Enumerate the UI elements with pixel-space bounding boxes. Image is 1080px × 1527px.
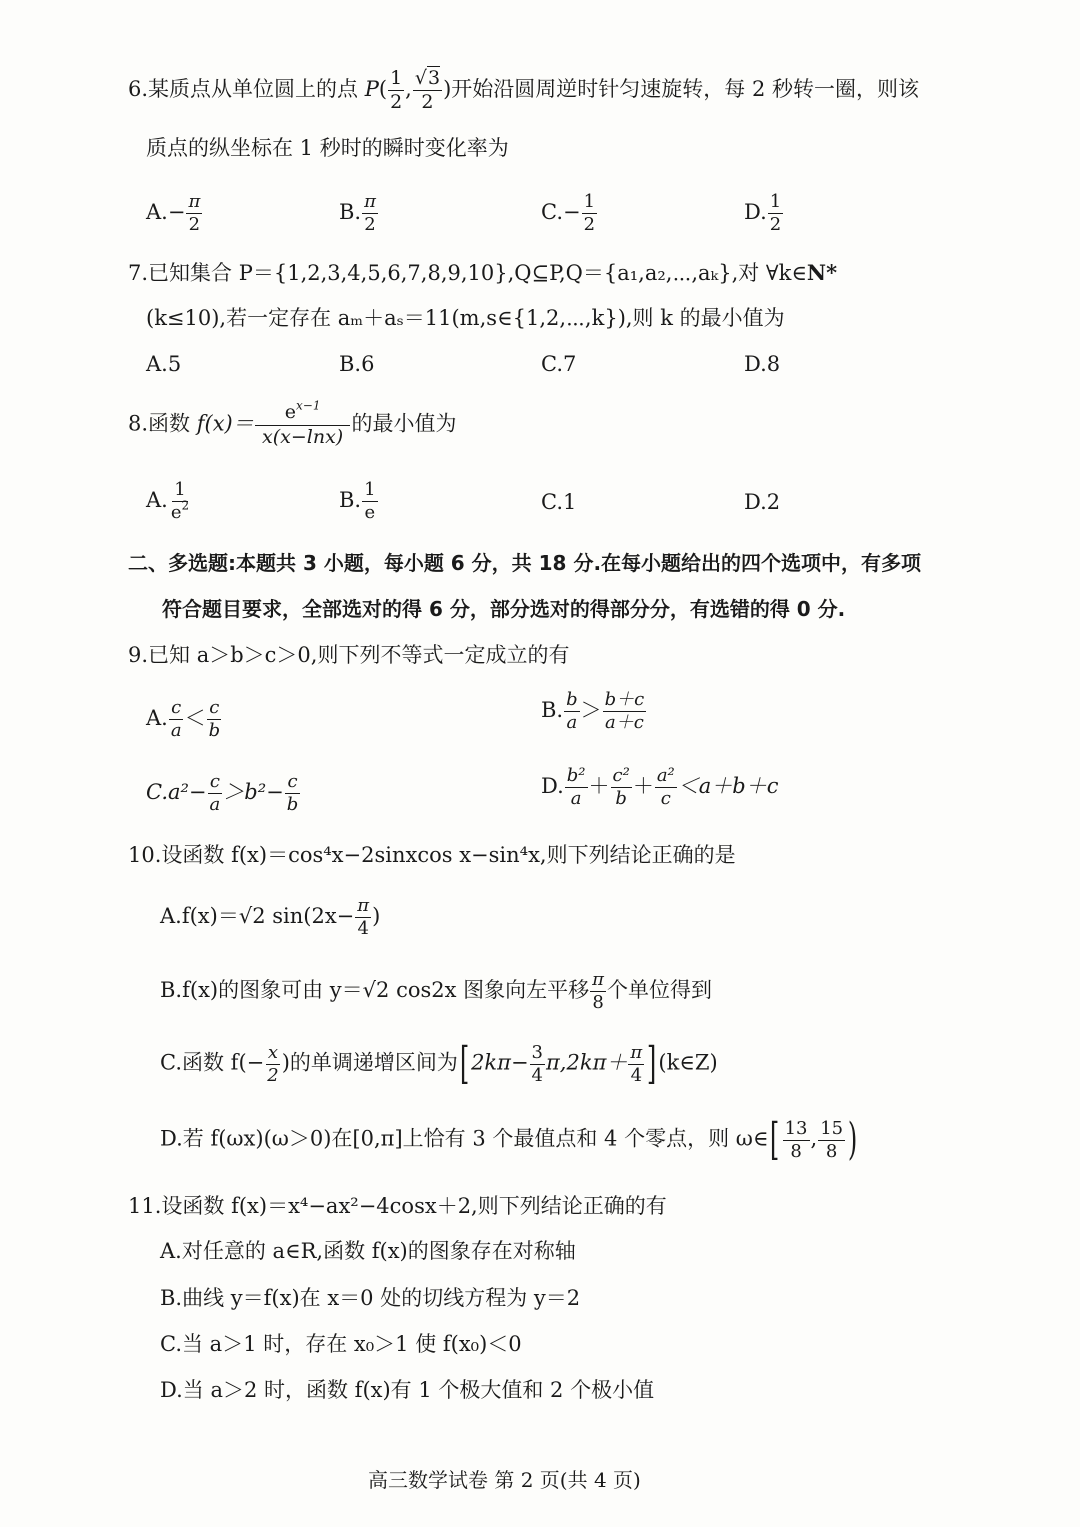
q8-option-c: C.1: [541, 490, 577, 514]
section2-instructions: 符合题目要求，全部选对的得 6 分，部分选对的得部分分，有选错的得 0 分.: [162, 597, 846, 621]
q10-stem: 10.设函数 f(x)＝cos⁴x−2sinxcos x−sin⁴x,则下列结论正确的是: [128, 843, 736, 867]
q6-point-p: P: [364, 76, 379, 101]
q10-option-d: D.若 f(ωx)(ω＞0)在[0,π]上恰有 3 个最值点和 4 个零点，则 ω∈[ $\frac{13}{8}$ , $\frac{15}{8}$ ): [160, 1114, 858, 1165]
q10-option-a: A.f(x)＝√2 sin(2x− $\frac{\pi}{4}$ ): [160, 895, 381, 939]
left-bracket: [: [459, 1038, 470, 1089]
q10-option-c: C.函数 f(− $\frac{x}{2}$ )的单调递增区间为[2kπ− $\frac{3}{4}$ π,2kπ＋ $\frac{\pi}{4}$ ](k∈Z): [160, 1038, 718, 1089]
q6-option-b: B. $\frac{\pi}{2}$: [339, 191, 376, 235]
q6-option-a-frac: $\frac{\pi}{2}$: [188, 191, 201, 235]
q6-line2: 质点的纵坐标在 1 秒时的瞬时变化率为: [146, 136, 509, 160]
q11-stem: 11.设函数 f(x)＝x⁴−ax²−4cosx＋2,则下列结论正确的有: [128, 1194, 667, 1218]
q7-option-d: D.8: [744, 352, 781, 376]
q7-line2: (k≤10),若一定存在 aₘ＋aₛ＝11(m,s∈{1,2,⋯,k}),则 k 的最小值为: [146, 306, 785, 330]
q9-stem: 9.已知 a＞b＞c＞0,则下列不等式一定成立的有: [128, 643, 570, 667]
q6-option-a: A.− $\frac{\pi}{2}$: [146, 191, 201, 235]
q9-option-c: C.a²− $\frac{c}{a}$ ＞b²− $\frac{c}{b}$: [146, 771, 299, 815]
q8-stem: 8.函数 f(x)＝ $\frac{e^{x-1}}{x(x-\ln x)}$ 的最小值为: [128, 398, 457, 448]
q9-option-d: D. $\frac{\text{b²}}{a}$ ＋ $\frac{\text{c²}}{b}$ ＋ $\frac{\text{a²}}{c}$ ＜a＋b＋c: [541, 765, 779, 809]
q6-stem-a: 6.某质点从单位圆上的点: [128, 76, 359, 101]
q6-frac-y: $\frac{√3}{2}$: [414, 67, 441, 113]
left-bracket: [: [770, 1114, 780, 1165]
q9-option-b: B. $\frac{b}{a}$ ＞ $\frac{b+c}{a+c}$: [541, 689, 645, 733]
q6-option-c-frac: $\frac{1}{2}$: [583, 191, 596, 235]
right-paren: ): [847, 1114, 858, 1165]
q7-option-b: B.6: [339, 352, 375, 376]
q10-option-b: B.f(x)的图象可由 y＝√2 cos2x 图象向左平移 $\frac{\pi}{8}$ 个单位得到: [160, 969, 712, 1013]
q11-option-a: A.对任意的 a∈R,函数 f(x)的图象存在对称轴: [160, 1239, 576, 1263]
q11-option-c: C.当 a＞1 时，存在 x₀＞1 使 f(x₀)＜0: [160, 1332, 522, 1356]
q7-line1: 7.已知集合 P＝{1,2,3,4,5,6,7,8,9,10},Q⊆P,Q＝{a₁,a₂,⋯,aₖ},对 ∀k∈N*: [128, 260, 838, 285]
q6-option-b-frac: $\frac{\pi}{2}$: [364, 191, 376, 235]
q6-option-c: C.− $\frac{1}{2}$: [541, 191, 596, 235]
q8-fraction: $\frac{e^{x-1}}{x(x-\ln x)}$: [255, 402, 351, 448]
q6-option-d: D. $\frac{1}{2}$: [744, 191, 782, 235]
q7-option-a: A.5: [146, 352, 182, 376]
q6-stem-b: 开始沿圆周逆时针匀速旋转，每 2 秒转一圈，则该: [451, 76, 919, 101]
q6-option-d-frac: $\frac{1}{2}$: [769, 191, 782, 235]
q7-n-star: N*: [806, 260, 838, 285]
q11-option-b: B.曲线 y＝f(x)在 x＝0 处的切线方程为 y＝2: [160, 1286, 581, 1310]
q6-frac-x: $\frac{1}{2}$: [390, 67, 403, 113]
page-footer: 高三数学试卷 第 2 页(共 4 页): [368, 1468, 641, 1492]
section2-title: 二、多选题:本题共 3 小题，每小题 6 分，共 18 分.在每小题给出的四个选项中，有多项: [128, 551, 922, 575]
q8-option-d: D.2: [744, 490, 781, 514]
q7-option-c: C.7: [541, 352, 577, 376]
right-bracket: ]: [647, 1038, 657, 1089]
q8-option-a: A. $\frac{1}{e^2}$: [146, 479, 190, 523]
q8-option-b: B. $\frac{1}{e}$: [339, 479, 376, 523]
q11-option-d: D.当 a＞2 时，函数 f(x)有 1 个极大值和 2 个极小值: [160, 1378, 655, 1402]
q9-option-a: A. $\frac{c}{a}$ ＜ $\frac{c}{b}$: [146, 697, 221, 741]
q6-line1: 6.某质点从单位圆上的点 P( $\frac{1}{2}$ , $\frac{√3}{2}$ )开始沿圆周逆时针匀速旋转，每 2 秒转一圈，则该: [128, 67, 919, 113]
